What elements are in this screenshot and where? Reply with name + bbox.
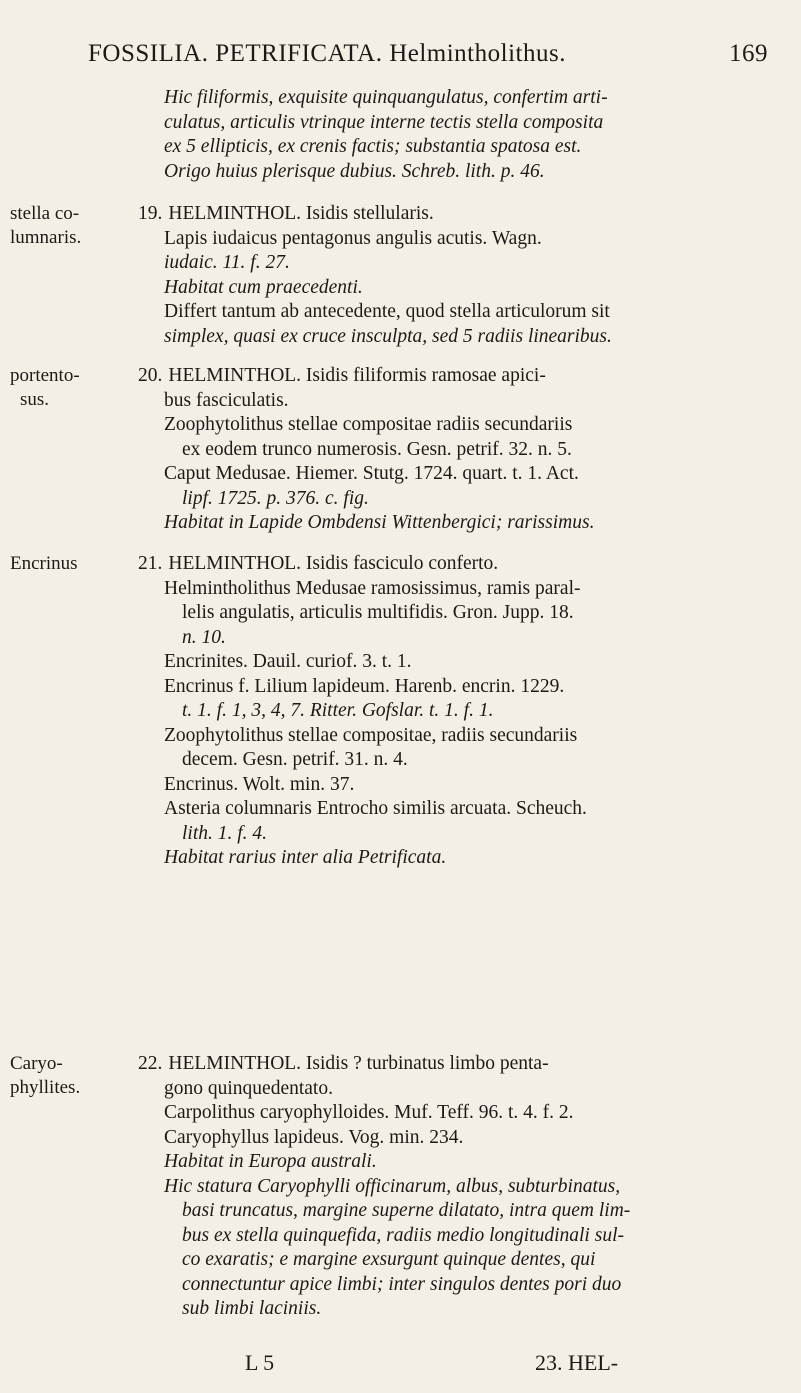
margin-note: stella co- lumnaris.: [10, 203, 82, 248]
text-line: Asteria columnaris Entrocho similis arcuata. Scheuch.: [164, 798, 587, 819]
text-line: Differt tantum ab antecedente, quod stella articulorum sit: [164, 301, 610, 322]
entry-body: [138, 552, 778, 871]
text-line: Habitat in Europa australi.: [164, 1151, 377, 1172]
text-line: basi truncatus, margine superne dilatato, intra quem lim-: [182, 1200, 631, 1221]
page-number: 169: [729, 40, 768, 67]
text-line: ex eodem trunco numerosis. Gesn. petrif. 32. n. 5.: [182, 438, 572, 460]
text-line: decem. Gesn. petrif. 31. n. 4.: [182, 749, 408, 770]
entry-heading: 19. HELMINTHOL. Isidis stellularis.: [138, 203, 434, 224]
text-line: Encrinites. Dauil. curiof. 3. t. 1.: [164, 651, 412, 672]
text-line: Habitat in Lapide Ombdensi Wittenbergici; rarissimus.: [164, 512, 595, 533]
text-line: lipf. 1725. p. 376. c. fig.: [182, 487, 369, 509]
text-line: simplex, quasi ex cruce insculpta, sed 5 radiis linearibus.: [164, 325, 612, 347]
text-line: Hic filiformis, exquisite quinquangulatus, confertim arti-: [164, 87, 608, 108]
entry-heading: 22. HELMINTHOL. Isidis ? turbinatus limbo penta-: [138, 1053, 549, 1074]
entry-heading: 21. HELMINTHOL. Isidis fasciculo conferto.: [138, 553, 499, 574]
entry-body: [138, 364, 778, 536]
text-line: t. 1. f. 1, 3, 4, 7. Ritter. Gofslar. t. 1. f. 1.: [182, 700, 494, 721]
text-line: Encrinus. Wolt. min. 37.: [164, 773, 355, 795]
entry-body: [138, 202, 778, 349]
text-line: Habitat cum praecedenti.: [164, 276, 363, 298]
text-line: Zoophytolithus stellae compositae radiis secundariis: [164, 414, 573, 435]
text-line: n. 10.: [182, 626, 226, 648]
entry-body: [138, 1052, 778, 1322]
text-line: Caput Medusae. Hiemer. Stutg. 1724. quart. t. 1. Act.: [164, 463, 579, 484]
margin-note: Encrinus: [10, 553, 78, 574]
text-line: Habitat rarius inter alia Petrificata.: [164, 847, 447, 868]
text-line: culatus, articulis vtrinque interne tectis stella composita: [164, 111, 604, 133]
text-line: bus ex stella quinquefida, radiis medio longitudinali sul-: [182, 1224, 624, 1246]
text-line: Lapis iudaicus pentagonus angulis acutis. Wagn.: [164, 227, 542, 249]
entry-heading: 20. HELMINTHOL. Isidis filiformis ramosae apici-: [138, 365, 546, 386]
text-line: iudaic. 11. f. 27.: [164, 252, 290, 273]
text-line: lith. 1. f. 4.: [182, 822, 268, 844]
text-line: Zoophytolithus stellae compositae, radiis secundariis: [164, 724, 578, 746]
text-line: Origo huius plerisque dubius. Schreb. lith. p. 46.: [164, 160, 545, 182]
margin-note: Caryo- phyllites.: [10, 1053, 81, 1098]
running-header: [88, 40, 768, 68]
text-line: ex 5 ellipticis, ex crenis factis; substantia spatosa est.: [164, 136, 582, 157]
text-line: sub limbi laciniis.: [182, 1298, 322, 1319]
text-line: gono quinquedentato.: [164, 1077, 333, 1099]
text-line: Carpolithus caryophylloides. Muf. Teff. 96. t. 4. f. 2.: [164, 1102, 574, 1123]
signature-mark: L 5: [245, 1350, 275, 1375]
catchword: 23. HEL-: [535, 1350, 619, 1375]
margin-note: portento- sus.: [10, 365, 80, 410]
text-line: bus fasciculatis.: [164, 389, 289, 411]
text-line: connectuntur apice limbi; inter singulos dentes pori duo: [182, 1273, 622, 1295]
text-line: Helmintholithus Medusae ramosissimus, ramis paral-: [164, 577, 581, 599]
text-line: co exaratis; e margine exsurgunt quinque dentes, qui: [182, 1249, 596, 1270]
text-line: Encrinus f. Lilium lapideum. Harenb. encrin. 1229.: [164, 675, 565, 697]
text-line: lelis angulatis, articulis multifidis. Gron. Jupp. 18.: [182, 602, 574, 623]
running-title: FOSSILIA. PETRIFICATA. Helmintholithus.: [88, 40, 566, 67]
text-line: Caryophyllus lapideus. Vog. min. 234.: [164, 1126, 464, 1148]
text-line: Hic statura Caryophylli officinarum, albus, subturbinatus,: [164, 1175, 621, 1197]
